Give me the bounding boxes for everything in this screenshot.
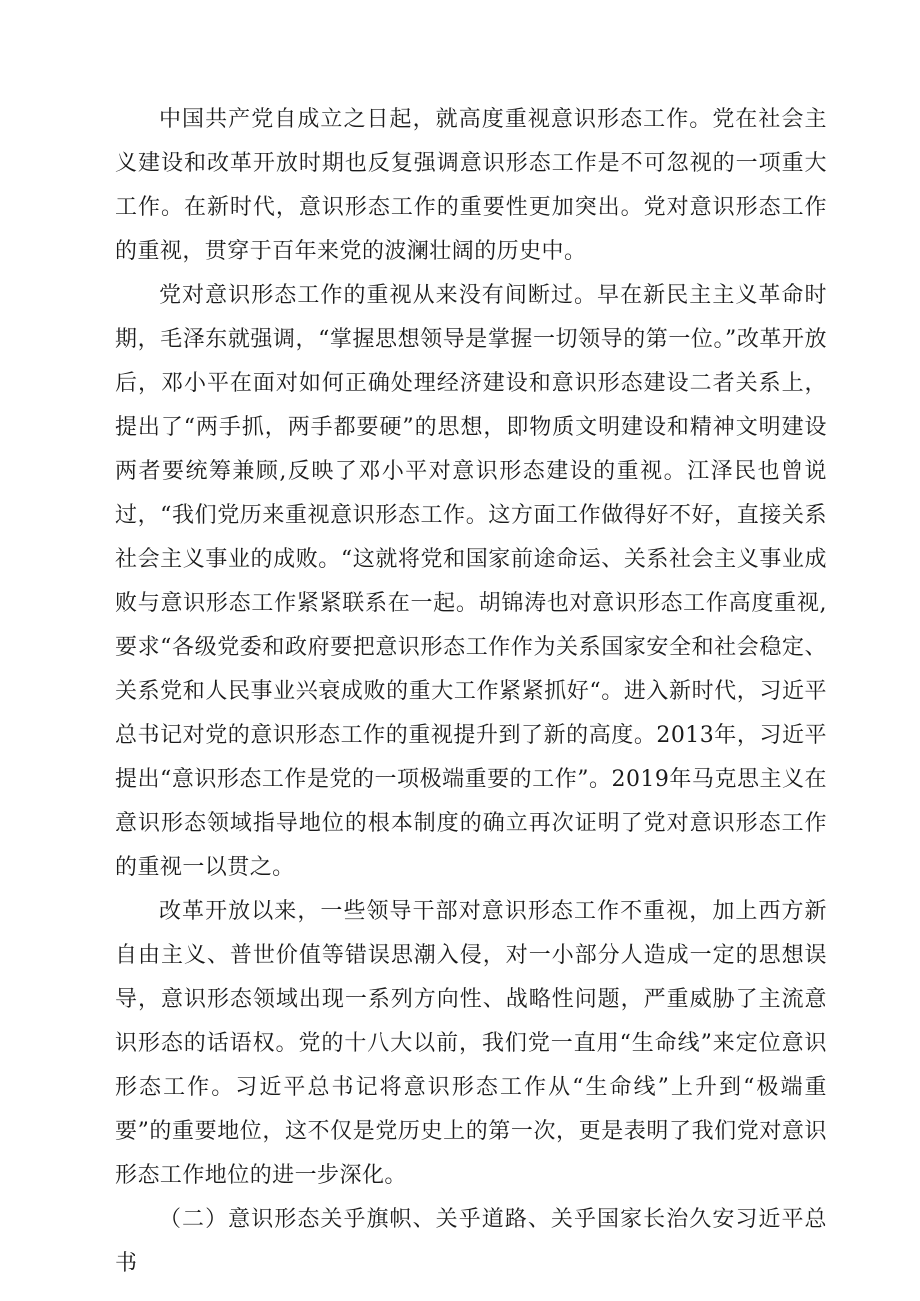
paragraph-1: 中国共产党自成立之日起，就高度重视意识形态工作。党在社会主义建设和改革开放时期也反复强调意识形态工作是不可忽视的一项重大工作。在新时代，意识形态工作的重要性更加突出。党对意识形态工作的重视，贯穿于百年来党的波澜壮阔的历史中。 — [115, 107, 827, 264]
paragraph-2: 党对意识形态工作的重视从来没有间断过。早在新民主主义革命时期，毛泽东就强调，“掌握思想领导是掌握一切领导的第一位。”改革开放后，邓小平在面对如何正确处理经济建设和意识形态建设二者关系上，提出了“两手抓，两手都要硬”的思想，即物质文明建设和精神文明建设两者要统筹兼顾,反映了邓小平对意识形态建设的重视。江泽民也曾说过，“我们党历来重视意识形态工作。这方面工作做得好不好，直接关系社会主义事业的成败。“这就将党和国家前途命运、关系社会主义事业成败与意识形态工作紧紧联系在一起。胡锦涛也对意识形态工作高度重视,要求“各级党委和政府要把意识形态工作作为关系国家安全和社会稳定、关系党和人民事业兴衰成败的重大工作紧紧抓好“。进入新时代，习近平总书记对党的意识形态工作的重视提升到了新的高度。2013年，习近平提出“意识形态工作是党的一项极端重要的工作”。2019年马克思主义在意识形态领域指导地位的根本制度的确立再次证明了党对意识形态工作的重视一以贯之。 — [115, 283, 827, 880]
section-heading-2: （二）意识形态关乎旗帜、关乎道路、关乎国家长治久安习近平总书 — [115, 1207, 827, 1276]
paragraph-3: 改革开放以来，一些领导干部对意识形态工作不重视，加上西方新自由主义、普世价值等错误思潮入侵，对一小部分人造成一定的思想误导，意识形态领域出现一系列方向性、战略性问题，严重威胁了主流意识形态的话语权。党的十八大以前，我们党一直用“生命线”来定位意识形态工作。习近平总书记将意识形态工作从“生命线”上升到“极端重要”的重要地位，这不仅是党历史上的第一次，更是表明了我们党对意识形态工作地位的进一步深化。 — [115, 899, 827, 1188]
document-body — [115, 98, 827, 1286]
